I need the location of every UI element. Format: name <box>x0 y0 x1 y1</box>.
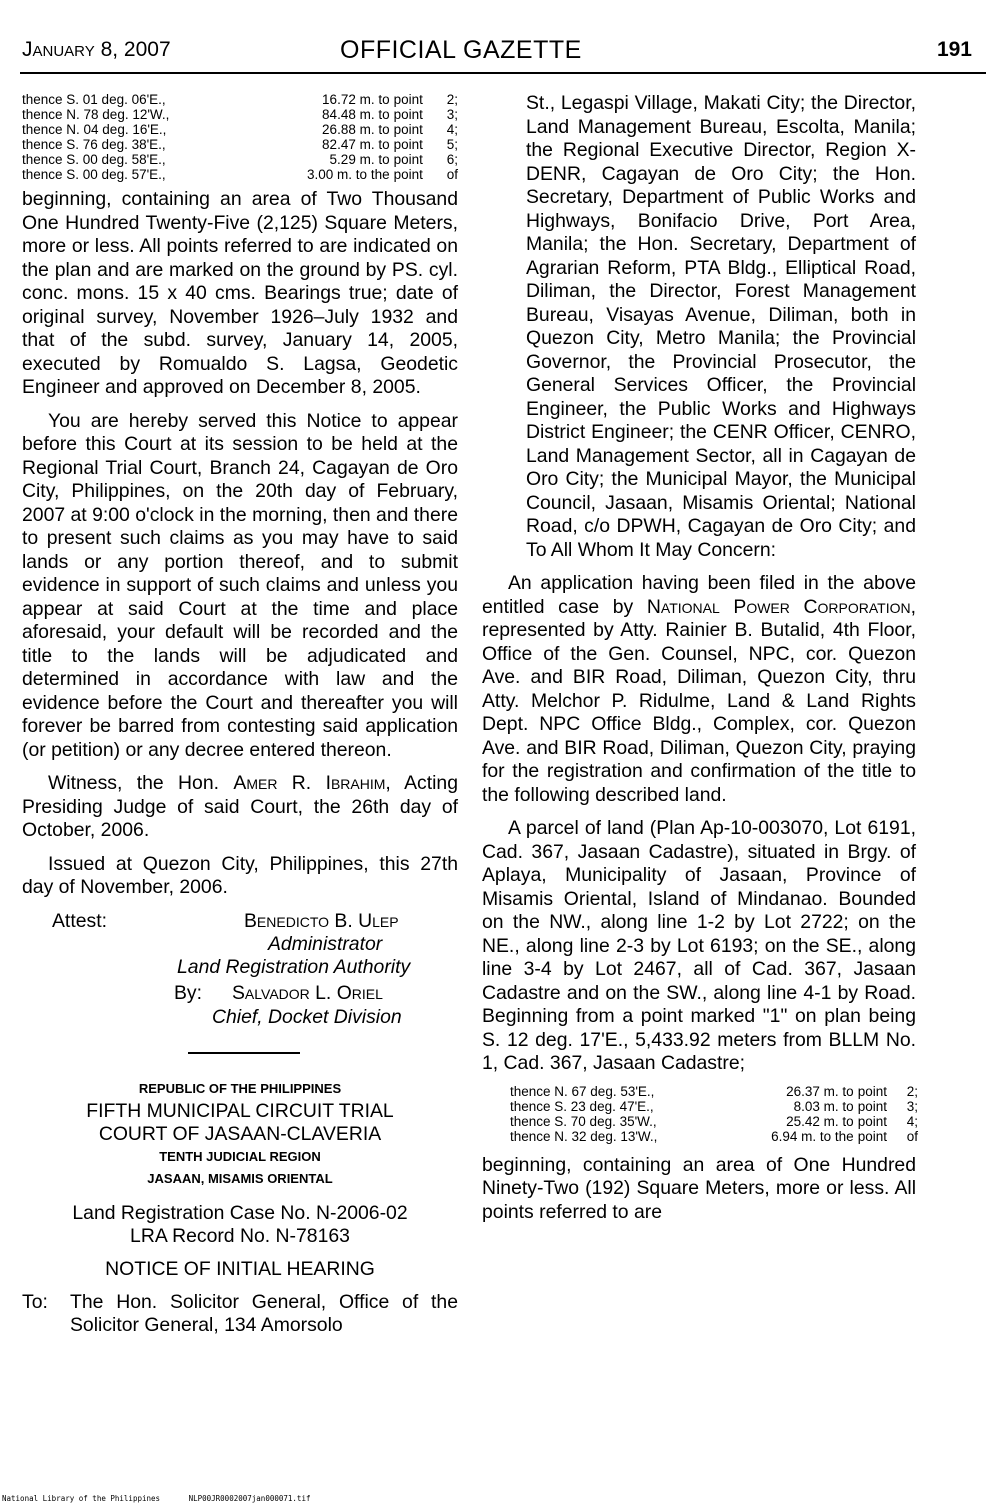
course-row <box>22 167 458 182</box>
library-credit: National Library of the Philippines <box>2 1494 161 1503</box>
course-row <box>510 1129 918 1144</box>
judicial-region: TENTH JUDICIAL REGION <box>159 1148 321 1164</box>
course-cell: point <box>393 137 423 152</box>
to-label: To: <box>22 1290 48 1313</box>
course-cell: point <box>393 167 423 182</box>
course-cell: 6; <box>446 152 458 167</box>
attest-label: Attest: <box>52 909 107 932</box>
course-cell: 26.88 m. to <box>322 122 390 137</box>
judge-name: Amer R. Ibrahim <box>233 772 386 794</box>
course-cell: thence S. 76 deg. 38'E., <box>22 137 166 152</box>
page-header <box>22 38 984 72</box>
applicant-name: National Power Corporation <box>646 595 911 618</box>
course-cell: point <box>393 107 423 122</box>
course-cell: of <box>906 1128 918 1144</box>
course-cell: 2; <box>446 92 458 107</box>
by-label: By: <box>174 981 203 1004</box>
section-divider <box>188 1052 300 1054</box>
course-cell: thence N. 67 deg. 53'E., <box>510 1083 655 1099</box>
course-row <box>510 1099 918 1114</box>
attest-authority: Land Registration Authority <box>177 955 411 978</box>
addressee <box>22 1291 458 1338</box>
course-cell: point <box>857 1083 887 1099</box>
paragraph-witness: Witness, the Hon. Amer R. Ibrahim, Acting Presiding Judge of said Court, the 26th day of October, 2006. <box>22 772 459 841</box>
course-cell: 4; <box>446 122 458 137</box>
course-cell: point <box>857 1128 887 1144</box>
course-cell: 2; <box>906 1083 918 1099</box>
course-cell: 3; <box>446 107 458 122</box>
court-name-line1: FIFTH MUNICIPAL CIRCUIT TRIAL <box>86 1099 394 1122</box>
course-cell: 5; <box>446 137 458 152</box>
issue-date: January 8, 2007 <box>22 38 171 61</box>
course-cell: 16.72 m. to <box>322 92 390 107</box>
republic-heading: REPUBLIC OF THE PHILIPPINES <box>138 1080 342 1096</box>
scan-footer <box>2 1494 334 1503</box>
course-cell: 3.00 m. to the <box>307 167 390 182</box>
court-name-line2: COURT OF JASAAN-CLAVERIA <box>98 1122 382 1145</box>
course-cell: 6.94 m. to the <box>771 1128 854 1144</box>
course-cell: thence N. 32 deg. 13'W., <box>510 1128 658 1144</box>
course-row <box>22 137 458 152</box>
course-row <box>22 92 458 107</box>
right-column <box>482 92 916 1224</box>
paragraph-issued: Issued at Quezon City, Philippines, this 27th day of November, 2006. <box>22 852 458 898</box>
paragraph-parcel: A parcel of land (Plan Ap-10-003070, Lot 6191, Cad. 367, Jasaan Cadastre), situated in Brgy. of Aplaya, Municipality of Jasaan, Province of Misamis Oriental, Island of Mindanao. Bounded on the NW., along line 1-2 by Lot 2722; on the NE., along line 2-3 by Lot 6193; on the SE., along line 3-4 by Lot 2467, all of Cad. 367, Jasaan Cadastre and on the SW., along line 4-1 by Road. Beginning from a point marked "1" on plan being S. 12 deg. 17'E., 5,433.92 meters from BLLM No. 1, Cad. 367, Jasaan Cadastre; <box>482 817 916 1074</box>
court-location: JASAAN, MISAMIS ORIENTAL <box>147 1170 333 1186</box>
attest-name: Benedicto B. Ulep <box>244 909 399 932</box>
course-cell: 8.03 m. to <box>793 1098 854 1114</box>
course-row <box>22 122 458 137</box>
notice-heading: NOTICE OF INITIAL HEARING <box>105 1257 375 1280</box>
paragraph-application: An application having been filed in the above entitled case by National Power Corporation, represented by Atty. Rainier B. Butalid, 4th Floor, Office of the Gen. Counsel, NPC, cor. Quezon Ave. and BIR Road, Diliman, Quezon City, thru Atty. Melchor P. Ridulme, Land & Land Rights Dept. NPC Office Bldg., Complex, cor. Quezon Ave. and BIR Road, Diliman, Quezon City, praying for the registration and confirmation of the title to the following described land. <box>482 572 916 806</box>
course-cell: of <box>446 167 458 182</box>
by-name: Salvador L. Oriel <box>232 981 383 1004</box>
course-cell: 5.29 m. to <box>329 152 390 167</box>
course-cell: thence N. 04 deg. 16'E., <box>22 122 167 137</box>
paragraph-notice: You are hereby served this Notice to appear before this Court at its session to be held at the Regional Trial Court, Branch 24, Cagayan de Oro City, Philippines, on the 20th day of February, 2007 at 9:00 o'clock in the morning, then and there to present such claims as you may have to said lands or any portion thereof, and to submit evidence in support of such claims and unless you appear at said Court at the time and place aforesaid, your default will be recorded and the title to the lands will be adjudicated and determined in accordance with law and the evidence before the Court and thereafter you will forever be barred from contesting said application (or petition) or any decree entered thereon. <box>22 409 458 761</box>
course-cell: point <box>857 1113 887 1129</box>
attest-title: Administrator <box>268 932 383 955</box>
course-cell: point <box>393 92 423 107</box>
header-rule <box>20 72 986 74</box>
survey-courses-right <box>510 1084 918 1144</box>
paragraph-area: beginning, containing an area of One Hundred Ninety-Two (192) Square Meters, more or less. All points referred to are <box>482 1153 916 1223</box>
course-row <box>22 107 458 122</box>
course-cell: 3; <box>906 1098 918 1114</box>
course-cell: thence S. 70 deg. 35'W., <box>510 1113 657 1129</box>
to-text: The Hon. Solicitor General, Office of the Solicitor General, 134 Amorsolo <box>70 1290 458 1336</box>
course-row <box>510 1114 918 1129</box>
course-cell: point <box>393 122 423 137</box>
course-cell: thence S. 23 deg. 47'E., <box>510 1098 654 1114</box>
course-cell: 26.37 m. to <box>786 1083 854 1099</box>
case-number: Land Registration Case No. N-2006-02 <box>72 1201 408 1224</box>
paragraph-description: beginning, containing an area of Two Thousand One Hundred Twenty-Five (2,125) Square Meters, more or less. All points referred to are indicated on the plan and are marked on the ground by PS. cyl. conc. mons. 15 x 40 cms. Bearings true; date of original survey, November 1926–July 1932 and that of the subd. survey, January 14, 2005, executed by Romualdo S. Lagsa, Geodetic Engineer and approved on December 8, 2005. <box>22 188 458 398</box>
course-cell: 84.48 m. to <box>322 107 390 122</box>
by-title: Chief, Docket Division <box>212 1005 402 1028</box>
course-cell: point <box>393 152 423 167</box>
file-id: NLP00JR0002007jan000071.tif <box>188 1494 311 1503</box>
course-row <box>510 1084 918 1099</box>
attestation-block <box>22 910 458 1032</box>
course-cell: point <box>857 1098 887 1114</box>
course-cell: 4; <box>906 1113 918 1129</box>
course-cell: 25.42 m. to <box>786 1113 854 1129</box>
course-row <box>22 152 458 167</box>
course-cell: 82.47 m. to <box>322 137 390 152</box>
survey-courses-left <box>22 92 458 182</box>
lra-record: LRA Record No. N-78163 <box>130 1224 350 1247</box>
left-column <box>22 92 458 1338</box>
page-number: 191 <box>936 38 972 61</box>
course-cell: thence N. 78 deg. 12'W., <box>22 107 170 122</box>
paragraph-addressees: St., Legaspi Village, Makati City; the Director, Land Management Bureau, Escolta, Manila; the Regional Executive Director, Region X-DENR, Cagayan de Oro City; the Hon. Secretary, Department of Public Works and Highways, Bonifacio Drive, Port Area, Manila; the Hon. Secretary, Department of Agrarian Reform, PTA Bldg., Elliptical Road, Diliman, the Director, Forest Management Bureau, Visayas Avenue, Diliman, both in Quezon City, Metro Manila; the Provincial Governor, the Provincial Prosecutor, the General Services Officer, the Provincial Engineer, the Public Works and Highways District Engineer; the CENR Officer, CENRO, Land Management Sector, all in Cagayan de Oro City; the Municipal Mayor, the Municipal Council, Jasaan, Misamis Oriental; National Road, c/o DPWH, Cagayan de Oro City; and To All Whom It May Concern: <box>526 92 916 561</box>
course-cell: thence S. 00 deg. 57'E., <box>22 167 166 182</box>
course-cell: thence S. 01 deg. 06'E., <box>22 92 166 107</box>
publication-title: OFFICIAL GAZETTE <box>340 36 582 64</box>
course-cell: thence S. 00 deg. 58'E., <box>22 152 166 167</box>
